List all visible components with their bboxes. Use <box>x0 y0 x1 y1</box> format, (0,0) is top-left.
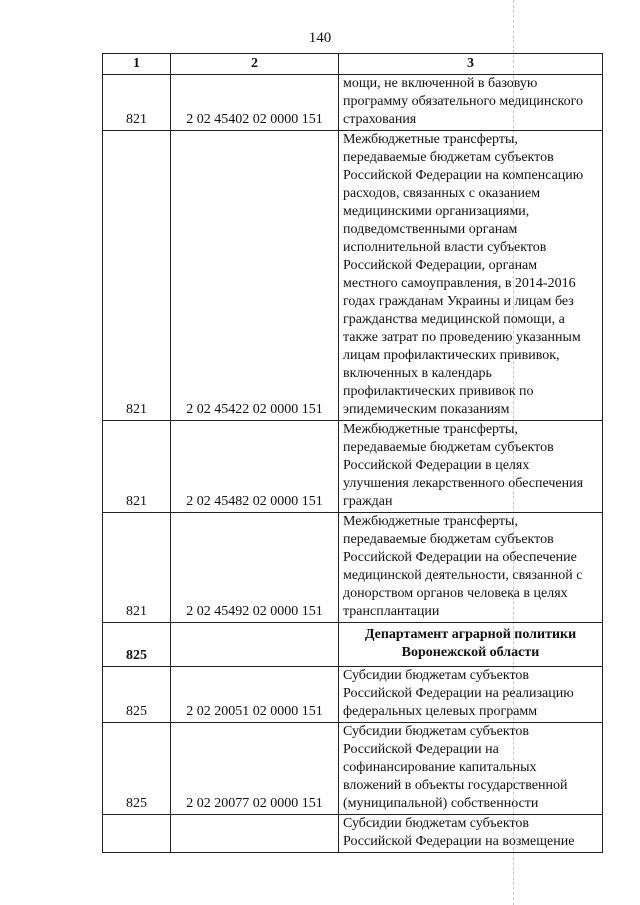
admin-code-cell: 825 <box>103 723 171 815</box>
table-row <box>103 75 603 131</box>
budget-code-cell <box>171 815 339 853</box>
description-cell <box>339 513 603 623</box>
column-header-3: 3 <box>339 54 603 75</box>
admin-code-cell: 821 <box>103 421 171 513</box>
table-row <box>103 513 603 623</box>
description-cell <box>339 421 603 513</box>
table-row <box>103 421 603 513</box>
admin-code-cell: 825 <box>103 667 171 723</box>
description-text: Субсидии бюджетам субъектов Российской Федерации на возмещение <box>343 816 575 849</box>
admin-code-cell: 821 <box>103 131 171 421</box>
budget-code-cell: 2 02 45422 02 0000 151 <box>171 131 339 421</box>
description-text: мощи, не включенной в базовую программу обязательного медицинского страхования <box>343 76 584 127</box>
budget-code-cell: 2 02 20051 02 0000 151 <box>171 667 339 723</box>
admin-code-cell <box>103 815 171 853</box>
description-cell <box>339 75 603 131</box>
table-row <box>103 131 603 421</box>
description-text: Межбюджетные трансферты, передаваемые бюджетам субъектов Российской Федерации в целях улучшения лекарственного обеспечения граждан <box>343 422 584 509</box>
budget-codes-table <box>102 53 603 853</box>
description-cell <box>339 815 603 853</box>
description-cell <box>339 131 603 421</box>
budget-code-cell: 2 02 45482 02 0000 151 <box>171 421 339 513</box>
admin-code-cell: 825 <box>103 623 171 667</box>
description-text: Субсидии бюджетам субъектов Российской Федерации на реализацию федеральных целевых программ <box>343 668 574 719</box>
department-title-cell: Департамент аграрной политики Воронежской области <box>339 623 603 667</box>
description-text: Межбюджетные трансферты, передаваемые бюджетам субъектов Российской Федерации на обеспечение медицинской деятельности, связанной с донорством органов человека в целях трансплантации <box>343 514 583 619</box>
column-header-2: 2 <box>171 54 339 75</box>
description-text: Межбюджетные трансферты, передаваемые бюджетам субъектов Российской Федерации на компенсацию расходов, связанных с оказанием медицинскими организациями, подведомственными органам исполнительной власти субъектов Российской Федерации, органам местного самоуправления, в 2014-2016 годах гражданам Украины и лицам без гражданства медицинской помощи, а также затрат по проведению указанным лицам профилактических прививок, включенных в календарь профилактических прививок по эпидемическим показаниям <box>343 132 584 417</box>
description-cell <box>339 723 603 815</box>
page-number: 140 <box>308 30 332 46</box>
description-text: Субсидии бюджетам субъектов Российской Федерации на софинансирование капитальных вложений в объекты государственной (муниципальной) собственности <box>343 724 568 811</box>
table-row <box>103 815 603 853</box>
budget-code-cell: 2 02 45492 02 0000 151 <box>171 513 339 623</box>
budget-code-cell: 2 02 20077 02 0000 151 <box>171 723 339 815</box>
department-row <box>103 623 603 667</box>
table-header-row <box>103 54 603 75</box>
budget-code-cell: 2 02 45402 02 0000 151 <box>171 75 339 131</box>
admin-code-cell: 821 <box>103 513 171 623</box>
description-cell <box>339 667 603 723</box>
table-row <box>103 723 603 815</box>
budget-code-cell <box>171 623 339 667</box>
table-row <box>103 667 603 723</box>
admin-code-cell: 821 <box>103 75 171 131</box>
column-header-1: 1 <box>103 54 171 75</box>
